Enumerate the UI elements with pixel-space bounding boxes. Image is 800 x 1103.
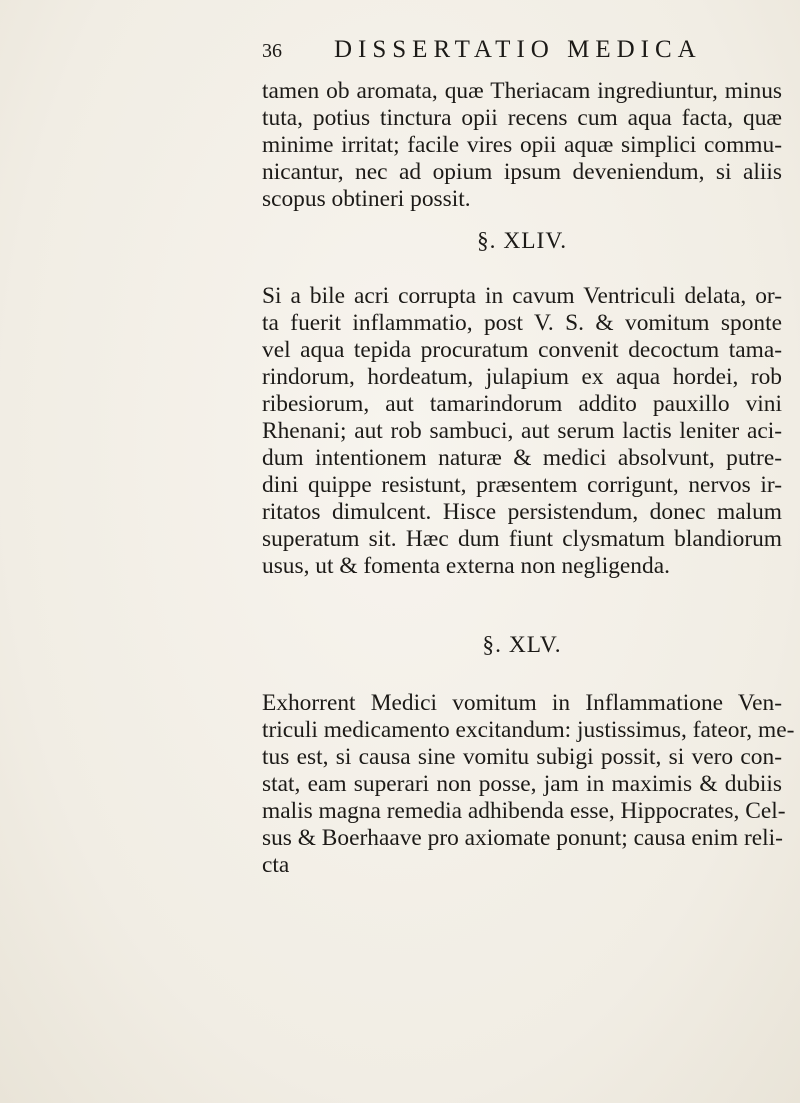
text-line: minime irritat; facile vires opii aquæ simplici commu- <box>262 132 782 158</box>
paragraph-1 <box>262 78 782 213</box>
text-line: tamen ob aromata, quæ Theriacam ingrediuntur, minus <box>262 78 782 104</box>
text-line: dum intentionem naturæ & medici absolvunt, putre- <box>262 445 782 471</box>
text-line: dini quippe resistunt, præsentem corrigunt, nervos ir- <box>262 472 782 498</box>
text-line: vel aqua tepida procuratum convenit decoctum tama- <box>262 337 782 363</box>
text-line: scopus obtineri possit. <box>262 186 471 212</box>
section-heading-45: §. XLV. <box>482 632 562 658</box>
text-line: triculi medicamento excitandum: justissimus, fateor, me- <box>262 717 795 743</box>
paragraph-3 <box>262 690 795 879</box>
text-line: ritatos dimulcent. Hisce persistendum, donec malum <box>262 499 782 525</box>
text-line: Exhorrent Medici vomitum in Inflammatione Ven- <box>262 690 782 716</box>
section-heading-44: §. XLIV. <box>476 228 568 254</box>
page-number: 36 <box>262 40 282 62</box>
text-line: usus, ut & fomenta externa non negligenda. <box>262 553 670 579</box>
text-line: malis magna remedia adhibenda esse, Hippocrates, Cel- <box>262 798 786 824</box>
catchword: cta <box>262 852 290 878</box>
text-line: ribesiorum, aut tamarindorum addito pauxillo vini <box>262 391 782 417</box>
text-line: tuta, potius tinctura opii recens cum aqua facta, quæ <box>262 105 782 131</box>
text-line: rindorum, hordeatum, julapium ex aqua hordei, rob <box>262 364 782 390</box>
paragraph-2 <box>262 283 782 580</box>
text-line: Si a bile acri corrupta in cavum Ventriculi delata, or- <box>262 283 782 309</box>
text-line: tus est, si causa sine vomitu subigi possit, si vero con- <box>262 744 782 770</box>
text-line: nicantur, nec ad opium ipsum deveniendum, si aliis <box>262 159 782 185</box>
text-line: sus & Boerhaave pro axiomate ponunt; causa enim reli- <box>262 825 783 851</box>
text-line: stat, eam superari non posse, jam in maximis & dubiis <box>262 771 782 797</box>
page-header <box>262 36 782 64</box>
text-line: superatum sit. Hæc dum fiunt clysmatum blandiorum <box>262 526 782 552</box>
text-line: ta fuerit inflammatio, post V. S. & vomitum sponte <box>262 310 782 336</box>
text-line: Rhenani; aut rob sambuci, aut serum lactis leniter aci- <box>262 418 782 444</box>
running-head: DISSERTATIO MEDICA <box>334 36 702 63</box>
